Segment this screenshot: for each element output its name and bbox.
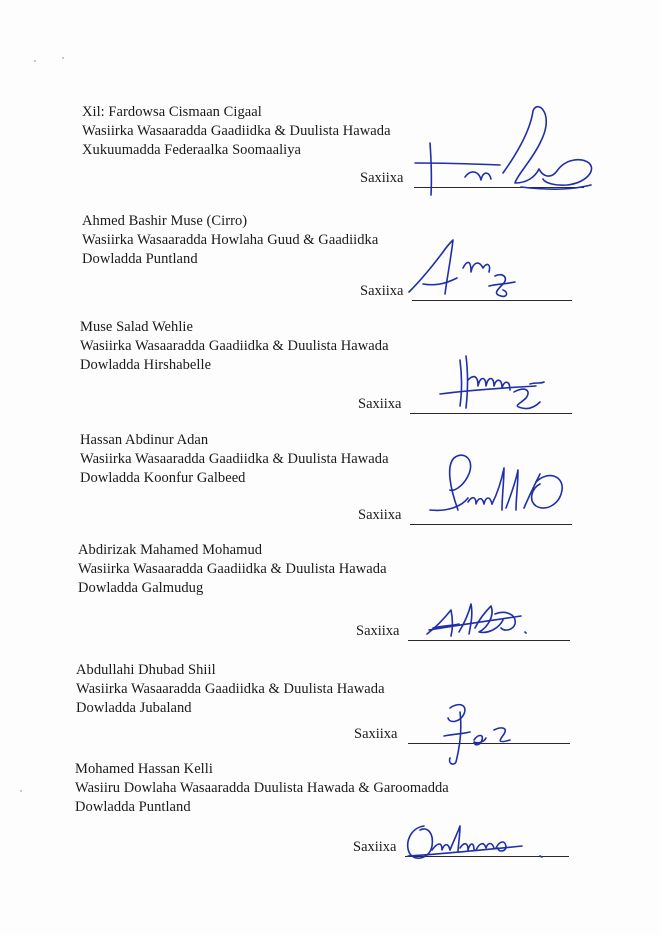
signatory-title: Wasiirka Wasaaradda Howlaha Guud & Gaadiidka xyxy=(82,232,379,248)
handwritten-signature-3 xyxy=(440,350,550,412)
signatory-name: Abdullahi Dhubad Shiil xyxy=(76,662,216,678)
handwritten-signature-4 xyxy=(428,452,568,522)
signatory-block-5 xyxy=(78,541,387,598)
signature-line xyxy=(410,413,572,414)
signature-line xyxy=(410,524,572,525)
signatory-block-6 xyxy=(76,661,385,718)
scan-speck xyxy=(34,60,36,62)
signatory-government: Dowladda Koonfur Galbeed xyxy=(80,470,246,486)
signatory-name: Muse Salad Wehlie xyxy=(80,319,193,335)
signatory-government: Dowladda Puntland xyxy=(75,799,191,815)
signatory-government: Dowladda Puntland xyxy=(82,251,198,267)
handwritten-signature-6 xyxy=(440,700,530,768)
signatory-block-2 xyxy=(82,212,378,269)
signatory-name: Mohamed Hassan Kelli xyxy=(75,761,213,777)
signature-label: Saxiixa xyxy=(356,623,400,639)
signature-label: Saxiixa xyxy=(360,170,404,186)
signature-label: Saxiixa xyxy=(358,507,402,523)
signatory-government: Dowladda Hirshabelle xyxy=(80,357,212,373)
scan-speck xyxy=(62,57,64,59)
signatory-block-4 xyxy=(80,431,389,488)
signature-label: Saxiixa xyxy=(353,839,397,855)
signatory-block-7 xyxy=(75,760,449,817)
signatory-title: Wasiirka Wasaaradda Gaadiidka & Duulista Hawada xyxy=(82,123,391,139)
signatory-government: Xukuumadda Federaalka Soomaaliya xyxy=(82,142,302,158)
signatory-government: Dowladda Galmudug xyxy=(78,580,204,596)
handwritten-signature-2 xyxy=(405,238,525,304)
signatory-government: Dowladda Jubaland xyxy=(76,700,192,716)
signatory-name: Hassan Abdinur Adan xyxy=(80,432,209,448)
signatory-name: Abdirizak Mahamed Mohamud xyxy=(78,542,263,558)
handwritten-signature-7 xyxy=(402,820,552,866)
signatory-title: Wasiiru Dowlaha Wasaaradda Duulista Hawada & Garoomadda xyxy=(75,780,449,796)
signatory-title: Wasiirka Wasaaradda Gaadiidka & Duulista Hawada xyxy=(76,681,385,697)
signature-label: Saxiixa xyxy=(360,283,404,299)
signatory-name: Xil: Fardowsa Cismaan Cigaal xyxy=(82,104,262,120)
signatory-title: Wasiirka Wasaaradda Gaadiidka & Duulista Hawada xyxy=(78,561,387,577)
signatory-name: Ahmed Bashir Muse (Cirro) xyxy=(82,213,248,229)
scan-speck xyxy=(20,790,22,792)
handwritten-signature-5 xyxy=(425,598,545,642)
signatory-block-3 xyxy=(80,318,389,375)
signature-label: Saxiixa xyxy=(358,396,402,412)
signatory-title: Wasiirka Wasaaradda Gaadiidka & Duulista Hawada xyxy=(80,338,389,354)
signatory-block-1 xyxy=(82,103,391,160)
signatory-title: Wasiirka Wasaaradda Gaadiidka & Duulista Hawada xyxy=(80,451,389,467)
signature-label: Saxiixa xyxy=(354,726,398,742)
handwritten-signature-1 xyxy=(405,105,595,200)
